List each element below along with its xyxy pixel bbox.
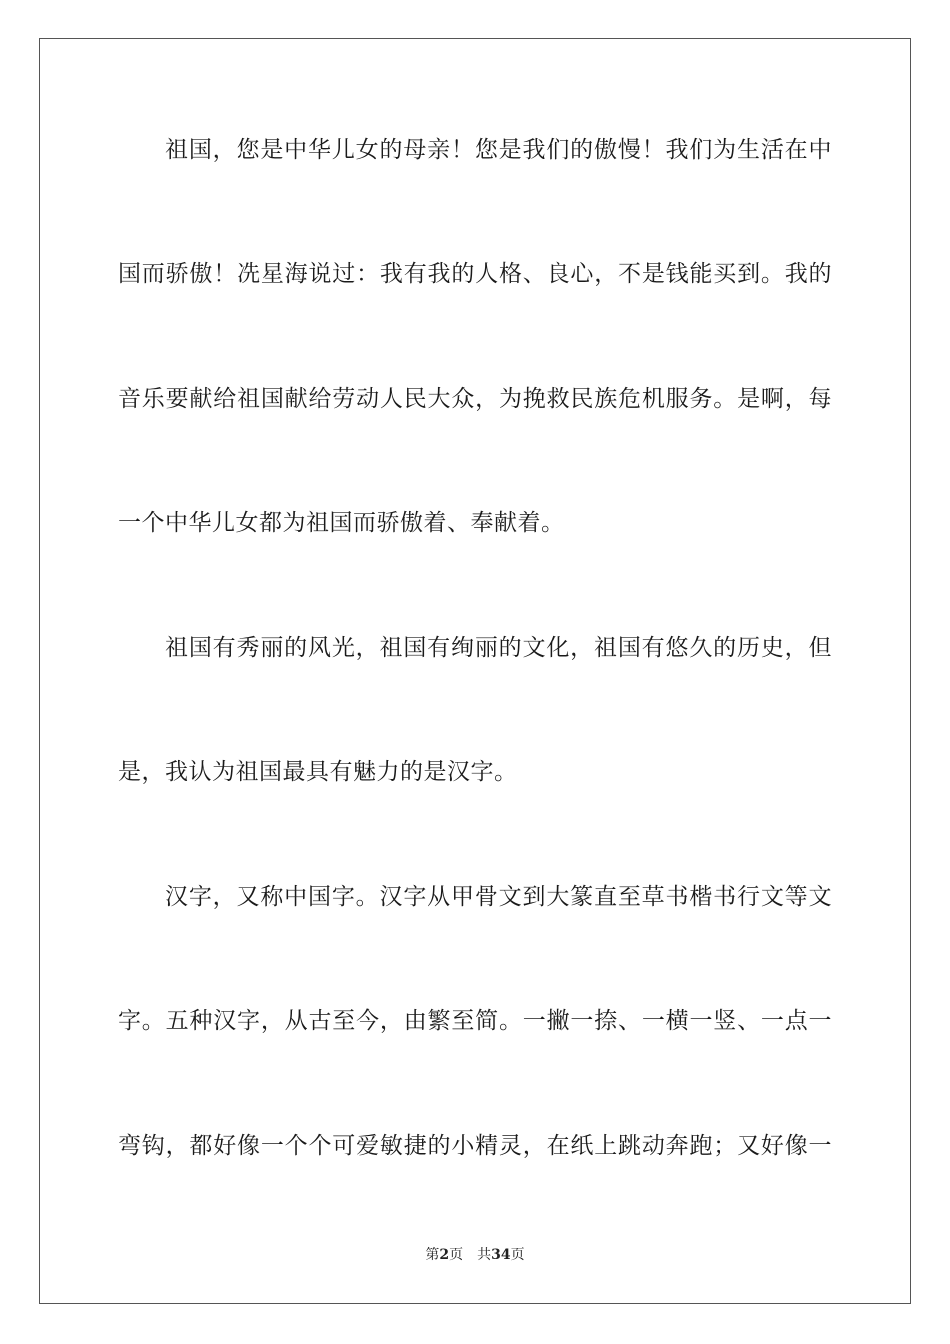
page-number: 2 xyxy=(439,1247,450,1263)
paragraph-1-line-3: 音乐要献给祖国献给劳动人民大众，为挽救民族危机服务。是啊，每 xyxy=(118,386,832,412)
total-pages: 34 xyxy=(491,1247,511,1263)
paragraph-2-line-2: 是，我认为祖国最具有魅力的是汉字。 xyxy=(118,759,518,785)
paragraph-1-line-1: 祖国，您是中华儿女的母亲！您是我们的傲慢！我们为生活在中 xyxy=(165,137,832,163)
page-prefix: 第 xyxy=(425,1247,440,1263)
paragraph-3-line-3: 弯钩，都好像一个个可爱敏捷的小精灵，在纸上跳动奔跑；又好像一 xyxy=(118,1133,832,1159)
paragraph-1-line-4: 一个中华儿女都为祖国而骄傲着、奉献着。 xyxy=(118,510,565,536)
paragraph-3-line-2: 字。五种汉字，从古至今，由繁至简。一撇一捺、一横一竖、一点一 xyxy=(118,1008,832,1034)
paragraph-2-line-1: 祖国有秀丽的风光，祖国有绚丽的文化，祖国有悠久的历史，但 xyxy=(165,635,832,661)
total-suffix: 页 xyxy=(510,1247,525,1263)
page-border xyxy=(39,38,911,1304)
total-prefix: 共 xyxy=(477,1247,492,1263)
page-suffix: 页 xyxy=(449,1247,464,1263)
paragraph-1-line-2: 国而骄傲！冼星海说过：我有我的人格、良心，不是钱能买到。我的 xyxy=(118,261,832,287)
page-footer xyxy=(0,1246,950,1264)
paragraph-3-line-1: 汉字，又称中国字。汉字从甲骨文到大篆直至草书楷书行文等文 xyxy=(165,884,832,910)
